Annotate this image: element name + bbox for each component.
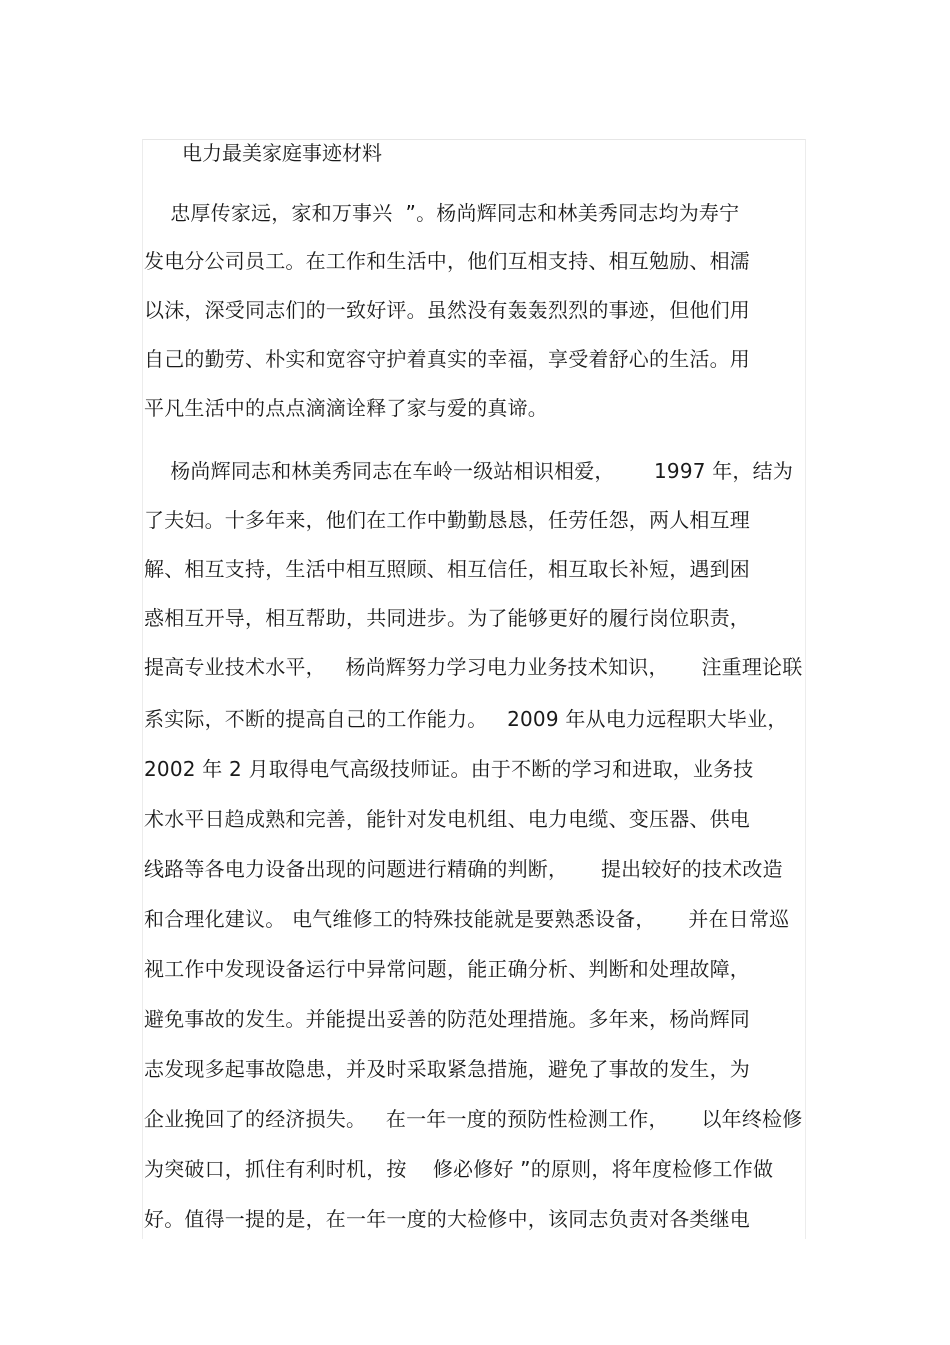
document-title: 电力最美家庭事迹材料: [182, 141, 382, 165]
body-line-8: 解、相互支持，生活中相互照顾、相互信任，相互取长补短，遇到困: [144, 557, 750, 581]
body-line-11: 系实际，不断的提高自己的工作能力。 2009 年从电力远程职大毕业，: [144, 707, 788, 731]
body-line-15: 和合理化建议。 电气维修工的特殊技能就是要熟悉设备， 并在日常巡: [144, 907, 790, 931]
body-line-17: 避免事故的发生。并能提出妥善的防范处理措施。多年来，杨尚辉同: [144, 1007, 750, 1031]
body-line-3: 以沫，深受同志们的一致好评。虽然没有轰轰烈烈的事迹，但他们用: [144, 298, 750, 322]
body-line-20: 为突破口，抓住有利时机，按 修必修好 ”的原则，将年度检修工作做: [144, 1157, 774, 1181]
body-line-2: 发电分公司员工。在工作和生活中，他们互相支持、相互勉励、相濡: [144, 249, 750, 273]
body-line-9: 惑相互开导，相互帮助，共同进步。为了能够更好的履行岗位职责，: [144, 606, 750, 630]
body-line-5: 平凡生活中的点点滴滴诠释了家与爱的真谛。: [144, 396, 548, 420]
body-line-14: 线路等各电力设备出现的问题进行精确的判断， 提出较好的技术改造: [144, 857, 783, 881]
body-line-4: 自己的勤劳、朴实和宽容守护着真实的幸福，享受着舒心的生活。用: [144, 347, 750, 371]
body-line-6: 杨尚辉同志和林美秀同志在车岭一级站相识相爱， 1997 年，结为: [144, 459, 794, 483]
body-line-7: 了夫妇。十多年来，他们在工作中勤勤恳恳，任劳任怨，两人相互理: [144, 508, 750, 532]
body-line-1: 忠厚传家远，家和万事兴 ”。杨尚辉同志和林美秀同志均为寿宁: [144, 201, 740, 225]
body-line-21: 好。值得一提的是，在一年一度的大检修中，该同志负责对各类继电: [144, 1207, 750, 1231]
body-line-13: 术水平日趋成熟和完善，能针对发电机组、电力电缆、变压器、供电: [144, 807, 750, 831]
body-line-18: 志发现多起事故隐患，并及时采取紧急措施，避免了事故的发生，为: [144, 1057, 750, 1081]
body-line-16: 视工作中发现设备运行中异常问题，能正确分析、判断和处理故障，: [144, 957, 750, 981]
body-line-10: 提高专业技术水平， 杨尚辉努力学习电力业务技术知识， 注重理论联: [144, 655, 803, 679]
body-line-12: 2002 年 2 月取得电气高级技师证。由于不断的学习和进取，业务技: [144, 757, 754, 781]
body-line-19: 企业挽回了的经济损失。 在一年一度的预防性检测工作， 以年终检修: [144, 1107, 803, 1131]
